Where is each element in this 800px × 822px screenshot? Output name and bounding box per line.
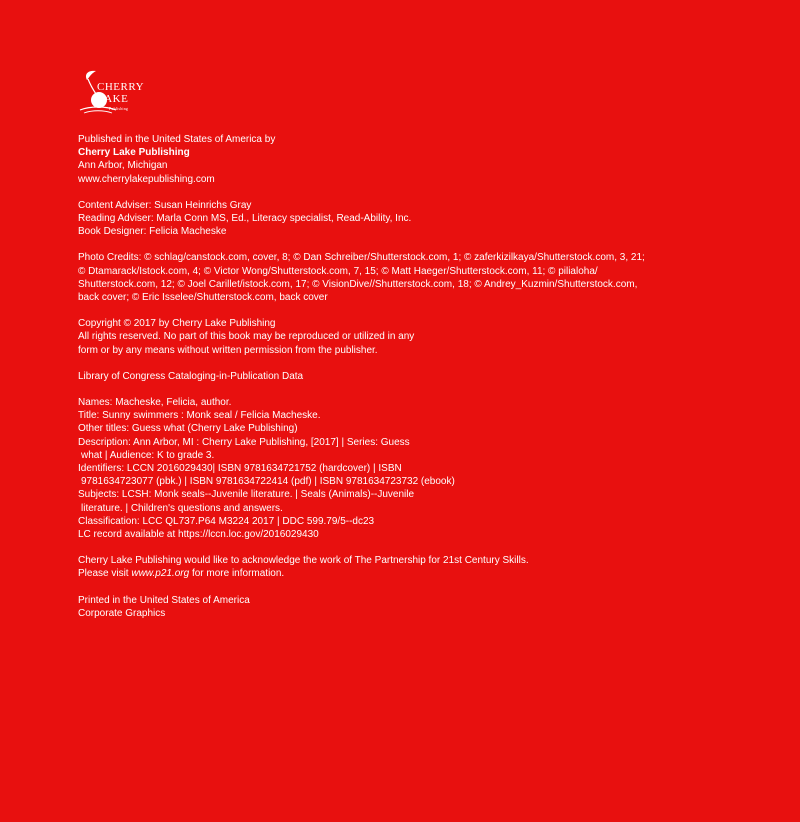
cip-line: what | Audience: K to grade 3. [81,449,215,461]
photo-credits-line: Shutterstock.com, 12; © Joel Carillet/istock.com, 17; © VisionDive//Shutterstock.com, 18; © Andrey_Kuzmin/Shutterstock.com, [78,278,638,290]
publisher-logo [78,70,158,116]
cip-line: LC record available at https://lccn.loc.gov/2016029430 [78,529,319,541]
photo-credits-line: Photo Credits: © schlag/canstock.com, cover, 8; © Dan Schreiber/Shutterstock.com, 1; © zaferkizilkaya/Shutterstock.com, 3, 21; [78,252,645,264]
cip-line: literature. | Children's questions and answers. [81,502,283,514]
publisher-name: Cherry Lake Publishing [78,147,190,159]
content-adviser: Content Adviser: Susan Heinrichs Gray [78,199,252,211]
cip-line: Description: Ann Arbor, MI : Cherry Lake Publishing, [2017] | Series: Guess [78,436,410,448]
photo-credits-line: © Dtamarack/Istock.com, 4; © Victor Wong/Shutterstock.com, 7, 15; © Matt Haeger/Shutterstock.com, 11; © pilialoha/ [78,265,598,277]
photo-credits-line: back cover; © Eric Isselee/Shutterstock.com, back cover [78,292,328,304]
cip-title: Library of Congress Cataloging-in-Publication Data [78,370,304,382]
acknowledgement-block [78,554,758,580]
book-designer: Book Designer: Felicia Macheske [78,226,227,238]
cip-line: Identifiers: LCCN 2016029430| ISBN 9781634721752 (hardcover) | ISBN [78,463,402,475]
cip-title-block [78,370,758,383]
visit-line [78,567,758,580]
copyright-block [78,317,758,357]
photo-credits-block [78,251,758,304]
publisher-block [78,133,758,186]
copyright-line: All rights reserved. No part of this book may be reproduced or utilized in any [78,331,415,343]
cip-line: Other titles: Guess what (Cherry Lake Publishing) [78,423,298,435]
credits-block [78,199,758,239]
publisher-location: Ann Arbor, Michigan [78,160,168,172]
logo-wordmark [97,82,144,104]
visit-suffix: for more information. [189,568,285,580]
logo-line-2: LAKE [97,93,129,105]
copyright-line: Copyright © 2017 by Cherry Lake Publishing [78,318,276,330]
logo-line-1: CHERRY [97,81,145,93]
visit-prefix: Please visit [78,568,132,580]
copyright-line: form or by any means without written permission from the publisher. [78,344,378,356]
printed-in: Printed in the United States of America [78,594,250,606]
cip-line: Subjects: LCSH: Monk seals--Juvenile literature. | Seals (Animals)--Juvenile [78,489,415,501]
copyright-page-content [78,133,758,633]
printer-name: Corporate Graphics [78,607,166,619]
cip-line: Classification: LCC QL737.P64 M3224 2017 | DDC 599.79/5--dc23 [78,515,375,527]
logo-subtitle: Publishing [109,106,129,111]
publisher-intro: Published in the United States of America by [78,134,276,145]
publisher-website: www.cherrylakepublishing.com [78,173,215,185]
printed-block [78,594,758,620]
acknowledgement-line: Cherry Lake Publishing would like to acknowledge the work of The Partnership for 21st Century Skills. [78,555,529,567]
p21-link[interactable]: www.p21.org [131,568,190,580]
cip-line: Names: Macheske, Felicia, author. [78,397,232,409]
cip-line: Title: Sunny swimmers : Monk seal / Felicia Macheske. [78,410,321,422]
cip-line: 9781634723077 (pbk.) | ISBN 9781634722414 (pdf) | ISBN 9781634723732 (ebook) [81,476,455,488]
cip-data-block [78,396,758,541]
reading-adviser: Reading Adviser: Marla Conn MS, Ed., Literacy specialist, Read-Ability, Inc. [78,213,412,225]
